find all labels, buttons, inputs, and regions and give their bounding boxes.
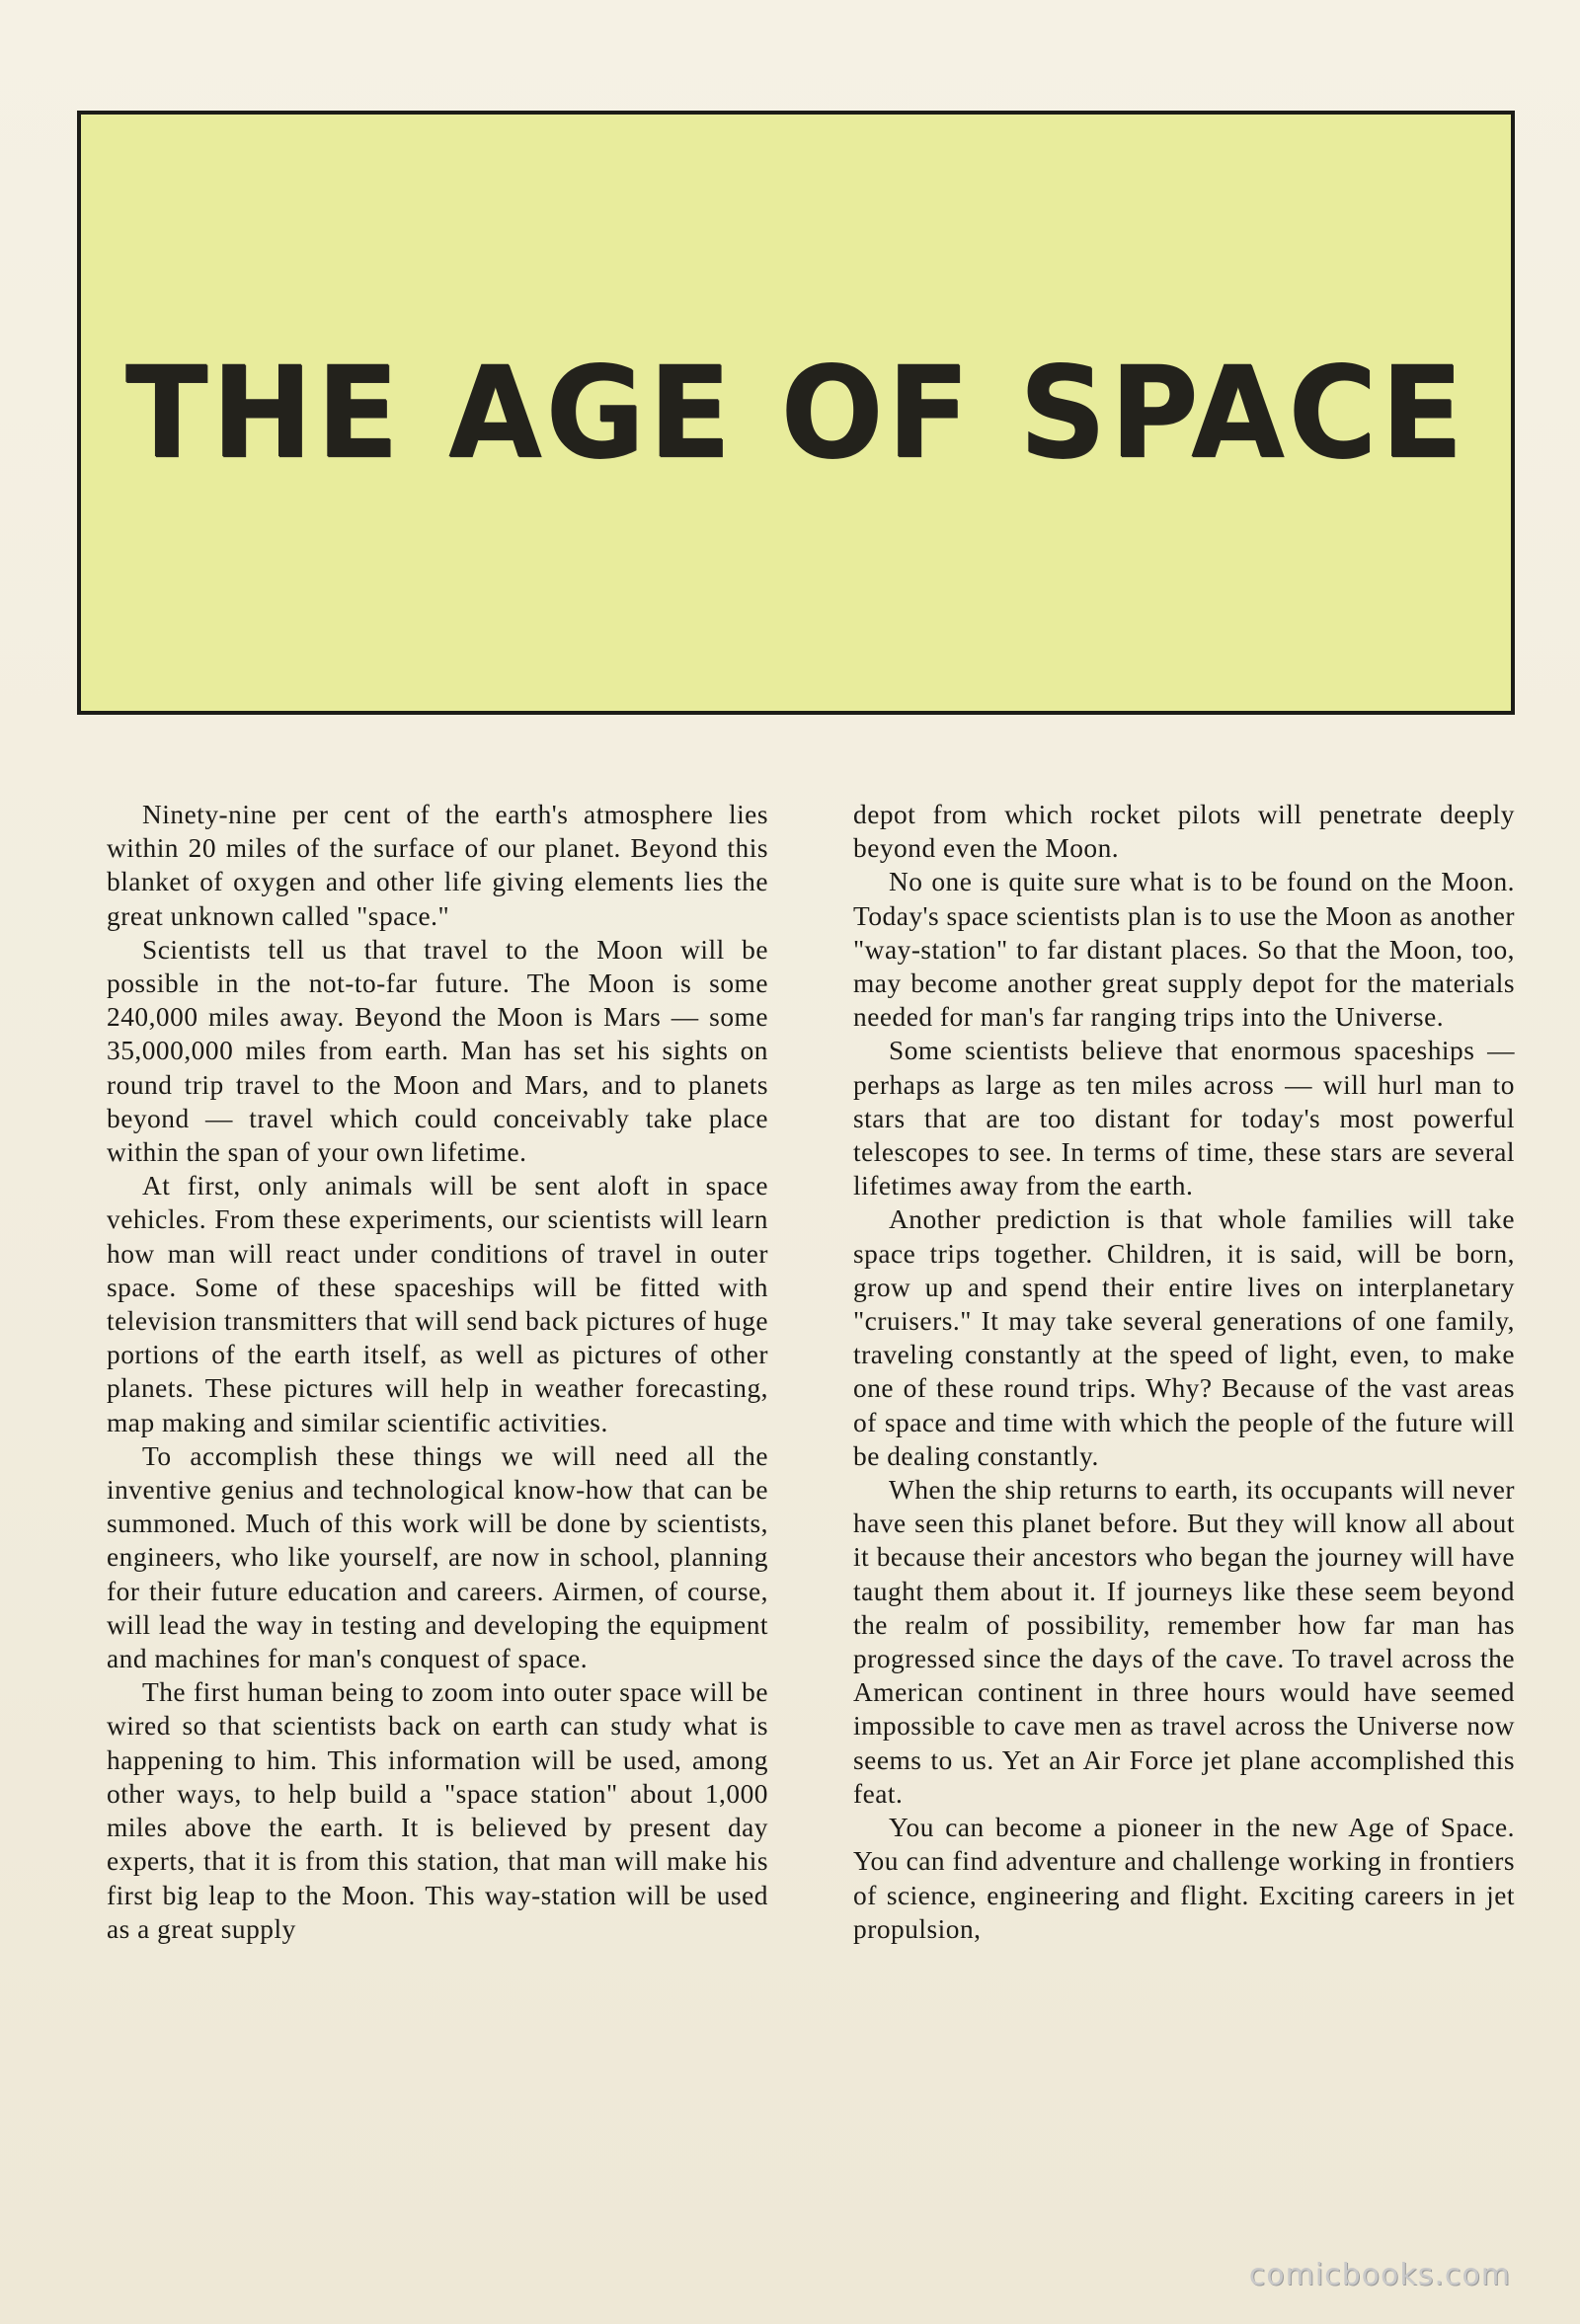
paragraph: Some scientists believe that enormous spaceships — perhaps as large as ten miles across — will hurl man to stars that are too distant for today's most powerful telescopes to see. In terms of time, these stars are several lifetimes away from the earth.	[853, 1036, 1515, 1201]
paragraph: Ninety-nine per cent of the earth's atmosphere lies within 20 miles of the surface of our planet. Beyond this blanket of oxygen and other life giving elements lies the great unknown called "space."	[107, 800, 768, 931]
paragraph: The first human being to zoom into outer space will be wired so that scientists back on earth can study what is happening to him. This information will be used, among other ways, to help build a "space station" about 1,000 miles above the earth. It is believed by present day experts, that it is from this station, that man will make his first big leap to the Moon. This way-station will be used as a great supply	[107, 1677, 768, 1944]
watermark: comicbooks.com	[1248, 2258, 1511, 2292]
paragraph-continuation: depot from which rocket pilots will penetrate deeply beyond even the Moon.	[853, 800, 1515, 864]
title-banner	[77, 111, 1515, 715]
paragraph: Scientists tell us that travel to the Moon will be possible in the not-to-far future. The Moon is some 240,000 miles away. Beyond the Moon is Mars — some 35,000,000 miles from earth. Man has set his sights on round trip travel to the Moon and Mars, and to planets beyond — travel which could conceivably take place within the span of your own lifetime.	[107, 934, 768, 1168]
right-column	[853, 798, 1515, 1946]
paragraph: When the ship returns to earth, its occupants will never have seen this planet before. But they will know all about it because their ancestors who began the journey will have taught them about it. If journeys like these seem beyond the realm of possibility, remember how far man has progressed since the days of the cave. To travel across the American continent in three hours would have seemed impossible to cave men as travel across the Universe now seems to us. Yet an Air Force jet plane accomplished this feat.	[853, 1475, 1515, 1809]
article-body	[107, 798, 1515, 1946]
paragraph: At first, only animals will be sent aloft in space vehicles. From these experiments, our scientists will learn how man will react under conditions of travel in outer space. Some of these spaceships will be fitted with television transmitters that will send back pictures of huge portions of the earth itself, as well as pictures of other planets. These pictures will help in weather forecasting, map making and similar scientific activities.	[107, 1171, 768, 1437]
page-title: THE AGE OF SPACE	[124, 339, 1467, 487]
paragraph: To accomplish these things we will need all the inventive genius and technological know-how that can be summoned. Much of this work will be done by scientists, engineers, who like yourself, are now in school, planning for their future education and careers. Airmen, of course, will lead the way in testing and developing the equipment and machines for man's conquest of space.	[107, 1440, 768, 1674]
paragraph: Another prediction is that whole families will take space trips together. Children, it is said, will be born, grow up and spend their entire lives on interplanetary "cruisers." It may take several generations of one family, traveling constantly at the speed of light, even, to make one of these round trips. Why? Because of the vast areas of space and time with which the people of the future will be dealing constantly.	[853, 1204, 1515, 1471]
left-column	[107, 798, 768, 1946]
paragraph: You can become a pioneer in the new Age of Space. You can find adventure and challenge working in frontiers of science, engineering and flight. Exciting careers in jet propulsion,	[853, 1813, 1515, 1944]
paragraph: No one is quite sure what is to be found on the Moon. Today's space scientists plan is to use the Moon as another "way-station" to far distant places. So that the Moon, too, may become another great supply depot for the materials needed for man's far ranging trips into the Universe.	[853, 867, 1515, 1033]
